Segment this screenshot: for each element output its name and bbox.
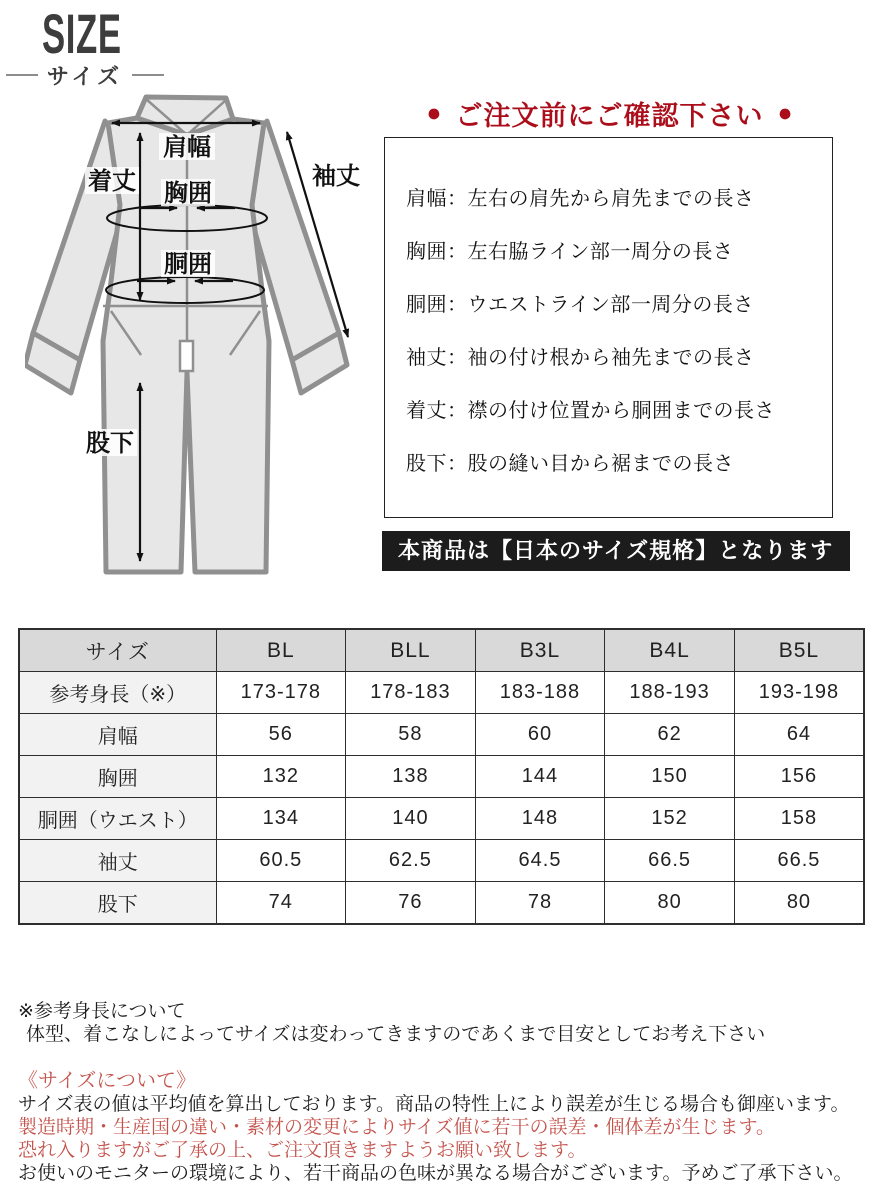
cell: 138 xyxy=(346,756,476,798)
cell: 134 xyxy=(216,798,346,840)
definition-inseam: 股下：股の縫い目から裾までの長さ xyxy=(406,453,734,475)
row-label: 胸囲 xyxy=(19,756,216,798)
coverall-measure-diagram xyxy=(25,85,380,630)
japan-standard-bar: 本商品は【日本のサイズ規格】となります xyxy=(382,531,850,571)
col-header-b5l: B5L xyxy=(734,629,864,672)
definition-sleeve: 袖丈：袖の付け根から袖先までの長さ xyxy=(406,347,755,369)
table-row xyxy=(19,798,864,840)
col-header-bl: BL xyxy=(216,629,346,672)
definition-waist: 胴囲：ウエストライン部一周分の長さ xyxy=(406,294,754,316)
cell: 148 xyxy=(475,798,605,840)
note-request-red: 恐れ入りますがご了承の上、ご注文頂きますようお願い致します。 xyxy=(18,1140,587,1161)
note-monitor: お使いのモニターの環境により、若干商品の色味が異なる場合がございます。予めご了承下さい。 xyxy=(18,1163,853,1184)
footer-notes xyxy=(18,1000,868,1185)
cell: 152 xyxy=(605,798,735,840)
row-label: 肩幅 xyxy=(19,714,216,756)
cell: 178-183 xyxy=(346,672,476,714)
shoulder-width-label: 肩幅 xyxy=(163,134,211,161)
cell: 64 xyxy=(734,714,864,756)
cell: 150 xyxy=(605,756,735,798)
row-label: 股下 xyxy=(19,882,216,925)
cell: 156 xyxy=(734,756,864,798)
table-row xyxy=(19,840,864,882)
note-size-heading: 《サイズについて》 xyxy=(18,1070,196,1092)
confirm-title xyxy=(384,94,835,132)
col-header-b4l: B4L xyxy=(605,629,735,672)
zipper-pull xyxy=(180,341,193,371)
cell: 64.5 xyxy=(475,840,605,882)
inseam-label: 股下 xyxy=(86,430,134,457)
page-title: SIZE xyxy=(42,2,122,65)
note-ref-height-heading: ※参考身長について xyxy=(18,1001,186,1022)
row-label: 参考身長（※） xyxy=(19,672,216,714)
col-header-b3l: B3L xyxy=(475,629,605,672)
cell: 62 xyxy=(605,714,735,756)
bullet-icon: ● xyxy=(426,98,442,127)
size-table xyxy=(18,628,865,925)
page-subtitle-label: サイズ xyxy=(46,63,124,89)
cell: 60 xyxy=(475,714,605,756)
sleeve-length-label: 袖丈 xyxy=(312,163,360,190)
cell: 58 xyxy=(346,714,476,756)
table-row xyxy=(19,756,864,798)
note-ref-height-body: 体型、着こなしによってサイズは変わってきますのであくまで目安としてお考え下さい xyxy=(26,1024,766,1045)
cell: 80 xyxy=(734,882,864,925)
definition-body-length: 着丈：襟の付け位置から胴囲までの長さ xyxy=(406,400,775,422)
table-row xyxy=(19,882,864,925)
confirm-title-text: ご注文前にご確認下さい xyxy=(455,100,764,131)
cell: 132 xyxy=(216,756,346,798)
col-header-bll: BLL xyxy=(346,629,476,672)
cell: 66.5 xyxy=(605,840,735,882)
cell: 144 xyxy=(475,756,605,798)
measurement-definition-box xyxy=(384,137,833,518)
cell: 158 xyxy=(734,798,864,840)
definition-shoulder: 肩幅：左右の肩先から肩先までの長さ xyxy=(406,188,755,210)
cell: 80 xyxy=(605,882,735,925)
waist-label: 胴囲 xyxy=(164,251,212,278)
table-header-row xyxy=(19,629,864,672)
cell: 74 xyxy=(216,882,346,925)
note-average: サイズ表の値は平均値を算出しております。商品の特性上により誤差が生じる場合も御座います。 xyxy=(18,1094,850,1115)
cell: 76 xyxy=(346,882,476,925)
body-length-label: 着丈 xyxy=(88,168,136,195)
cell: 66.5 xyxy=(734,840,864,882)
table-row xyxy=(19,714,864,756)
cell: 193-198 xyxy=(734,672,864,714)
row-label: 胴囲（ウエスト） xyxy=(19,798,216,840)
subtitle-dash-right xyxy=(132,74,164,76)
cell: 78 xyxy=(475,882,605,925)
bullet-icon: ● xyxy=(777,98,793,127)
subtitle-dash-left xyxy=(6,74,38,76)
cell: 60.5 xyxy=(216,840,346,882)
cell: 173-178 xyxy=(216,672,346,714)
cell: 140 xyxy=(346,798,476,840)
cell: 188-193 xyxy=(605,672,735,714)
cell: 183-188 xyxy=(475,672,605,714)
definition-chest: 胸囲：左右脇ライン部一周分の長さ xyxy=(406,241,734,263)
row-label: 袖丈 xyxy=(19,840,216,882)
cell: 62.5 xyxy=(346,840,476,882)
cell: 56 xyxy=(216,714,346,756)
table-row xyxy=(19,672,864,714)
note-tolerance-red: 製造時期・生産国の違い・素材の変更によりサイズ値に若干の誤差・個体差が生じます。 xyxy=(18,1117,775,1138)
col-header-size: サイズ xyxy=(19,629,216,672)
chest-label: 胸囲 xyxy=(164,180,212,207)
